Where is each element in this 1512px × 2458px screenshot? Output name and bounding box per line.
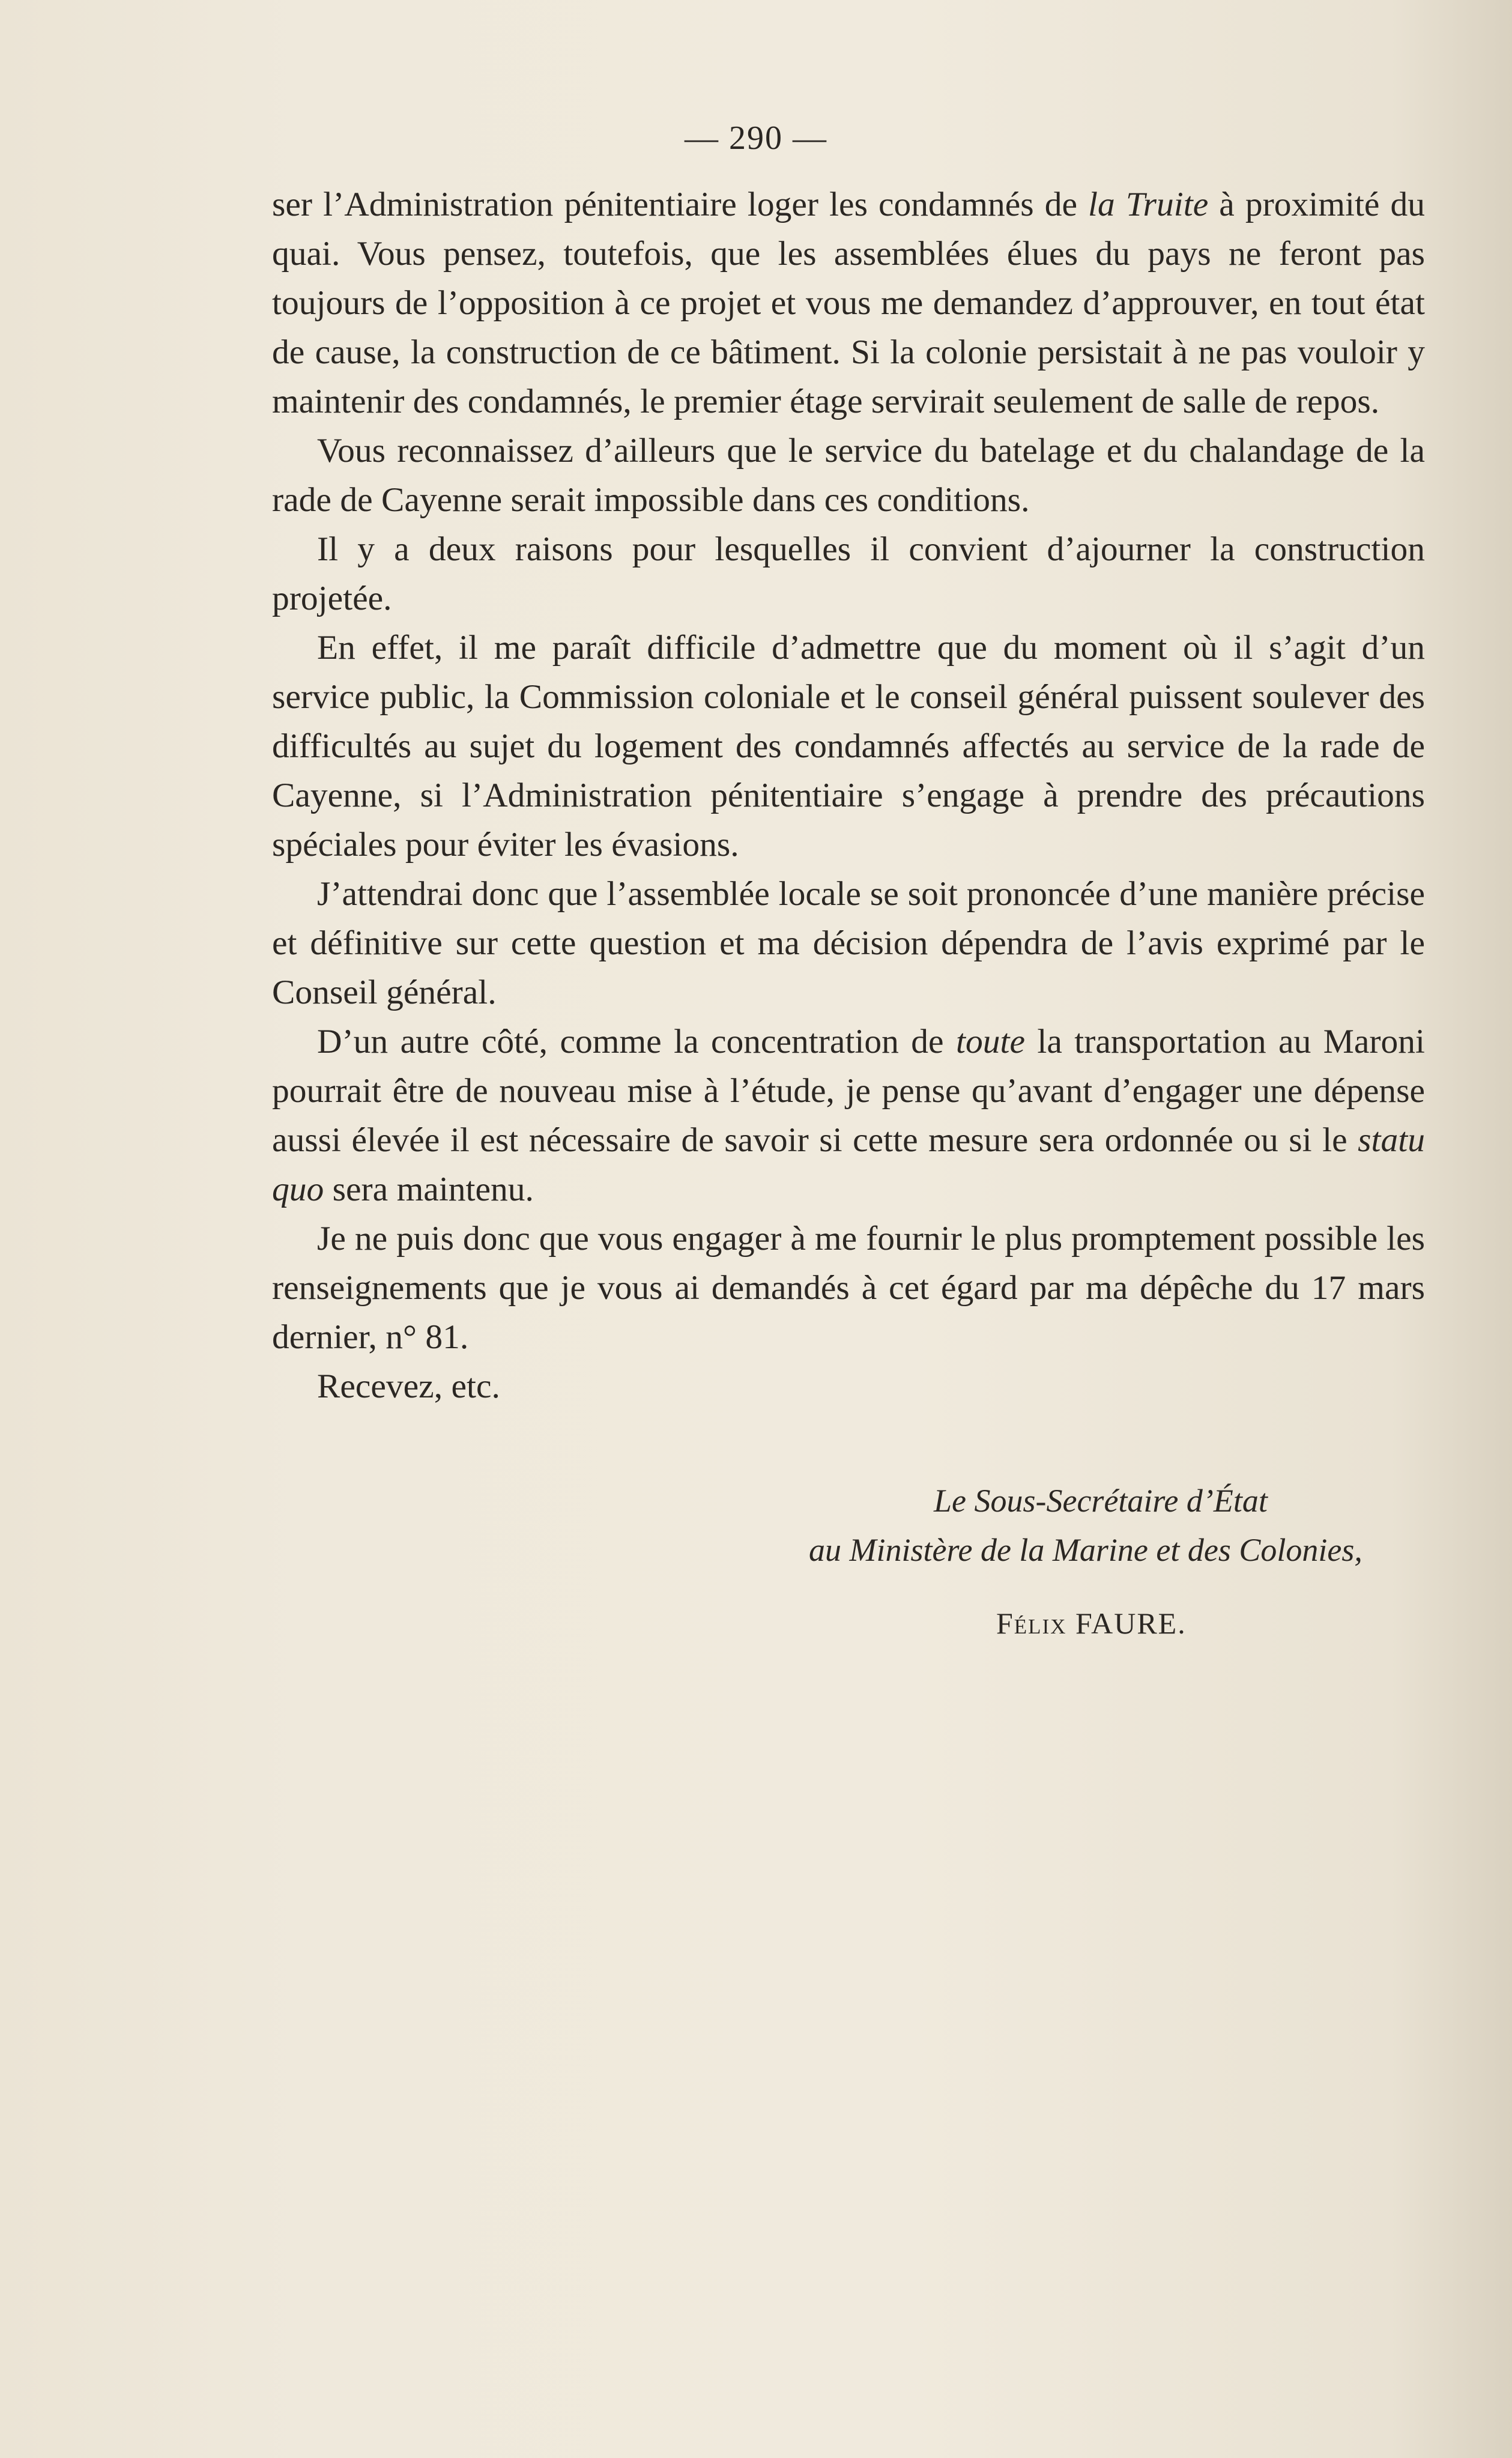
text-run: D’un autre côté, comme la concentration de <box>317 1023 956 1061</box>
paragraph <box>272 1362 1425 1411</box>
italic-text: toute <box>956 1023 1025 1061</box>
italic-text: statu quo <box>272 1121 1425 1208</box>
text-run: à proximité du quai. Vous pensez, toutefois, que les assemblées élues du pays ne feront pas toujours de l’opposition à ce projet et vous me demandez d’approuver, en tout état de cause, la construction de ce bâtiment. Si la colonie persistait à ne pas vouloir y maintenir des condamnés, le premier étage servirait seulement de salle de repos. <box>272 186 1425 420</box>
text-run: Il y a deux raisons pour lesquelles il convient d’ajourner la construction projetée. <box>272 530 1425 617</box>
signatory-title-line-1: Le Sous-Secrétaire d’État <box>934 1483 1268 1519</box>
italic-text: la Truite <box>1088 186 1209 223</box>
paragraph <box>272 1214 1425 1362</box>
text-run: En effet, il me paraît difficile d’admettre que du moment où il s’agit d’un service public, la Commission coloniale et le conseil général puissent soulever des difficultés au sujet du logement des condamnés affectés au service de la rade de Cayenne, si l’Administration pénitentiaire s’engage à prendre des précautions spéciales pour éviter les évasions. <box>272 629 1425 864</box>
text-run: ser l’Administration pénitentiaire loger les condamnés de <box>272 186 1089 223</box>
text-run: Recevez, etc. <box>317 1367 500 1405</box>
text-run: sera maintenu. <box>324 1170 534 1208</box>
paragraph <box>272 623 1425 870</box>
paragraph <box>272 426 1425 525</box>
paragraph <box>272 180 1425 426</box>
page-number: — 290 — <box>685 120 827 157</box>
signatory-title-line-2: au Ministère de la Marine et des Colonies, <box>809 1532 1362 1568</box>
text-run: Je ne puis donc que vous engager à me fournir le plus promptement possible les renseignements que je vous ai demandés à cet égard par ma dépêche du 17 mars dernier, n° 81. <box>272 1220 1425 1356</box>
paragraph <box>272 1017 1425 1214</box>
text-run: Vous reconnaissez d’ailleurs que le service du batelage et du chalandage de la rade de Cayenne serait impossible dans ces conditions. <box>272 432 1425 519</box>
text-run: J’attendrai donc que l’assemblée locale se soit prononcée d’une manière précise et définitive sur cette question et ma décision dépendra de l’avis exprimé par le Conseil général. <box>272 875 1425 1011</box>
paragraph <box>272 870 1425 1017</box>
signatory-first-name: Félix <box>996 1606 1067 1640</box>
text-run: la transportation au Maroni pourrait être de nouveau mise à l’étude, je pense qu’avant d’engager une dépense aussi élevée il est nécessaire de savoir si cette mesure sera ordonnée ou si le <box>272 1023 1426 1159</box>
signatory-name <box>996 1606 1187 1641</box>
paragraph <box>272 525 1425 623</box>
letter-body <box>272 180 1425 1411</box>
signatory-last-name: FAURE. <box>1075 1606 1187 1640</box>
